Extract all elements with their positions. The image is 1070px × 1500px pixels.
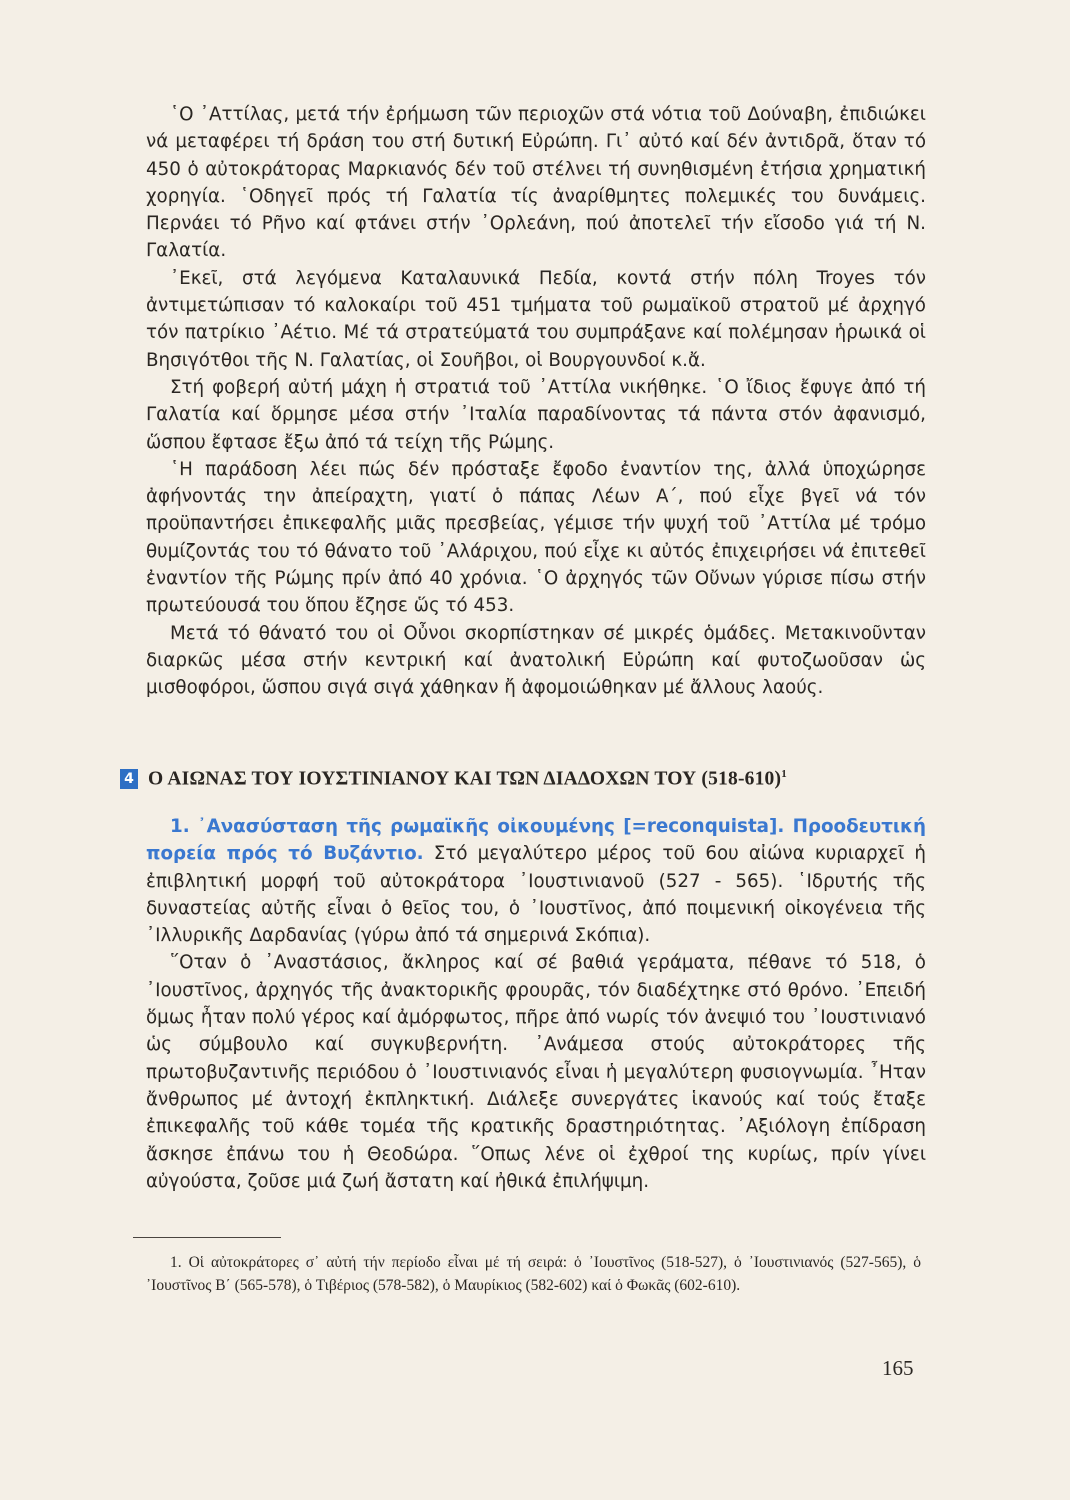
section-2-text [146, 813, 926, 1195]
subsection-paragraph [146, 813, 926, 949]
page-number: 165 [882, 1356, 914, 1380]
paragraph: ῾Ο ᾿Αττίλας, μετά τήν ἐρήμωση τῶν περιοχῶν στά νότια τοῦ Δούναβη, ἐπιδιώκει νά μεταφέρει τή δράση του στή δυτική Εὐρώπη. Γι᾿ αὐτό καί δέν ἀντιδρᾶ, ὅταν τό 450 ὁ αὐτοκράτορας Μαρκιανός δέν τοῦ στέλνει τή συνηθισμένη ἐτήσια χρηματική χορηγία. ῾Οδηγεῖ πρός τή Γαλατία τίς ἀναρίθμητες πολεμικές του δυνάμεις. Περνάει τό Ρῆνο καί φτάνει στήν ᾿Ορλεάνη, πού ἀποτελεῖ τήν εἴσοδο γιά τή Ν. Γαλατία. [146, 104, 926, 262]
paragraph: Στή φοβερή αὐτή μάχη ἡ στρατιά τοῦ ᾿Αττίλα νικήθηκε. ῾Ο ἴδιος ἔφυγε ἀπό τή Γαλατία καί ὅρμησε μέσα στήν ᾿Ιταλία παραδίνοντας τά πάντα στόν ἀφανισμό, ὥσπου ἔφτασε ἔξω ἀπό τά τείχη τῆς Ρώμης. [146, 376, 926, 453]
subsection-number: 1. [170, 816, 190, 837]
section-heading [120, 768, 940, 791]
footnote-marker: 1 [781, 768, 787, 780]
paragraph: Μετά τό θάνατό του οἱ Οὖνοι σκορπίστηκαν σέ μικρές ὁμάδες. Μετακινοῦνταν διαρκῶς μέσα στήν κεντρική καί ἀνατολική Εὐρώπη καί φυτοζωοῦσαν ὡς μισθοφόροι, ὥσπου σιγά σιγά χάθηκαν ἤ ἀφομοιώθηκαν μέ ἄλλους λαούς. [146, 622, 926, 699]
paragraph: ῾Η παράδοση λέει πώς δέν πρόσταξε ἔφοδο ἐναντίον της, ἀλλά ὑποχώρησε ἀφήνοντάς την ἀπείραχτη, γιατί ὁ πάπας Λέων Α΄, πού εἶχε βγεῖ νά τόν προϋπαντήσει ἐπικεφαλῆς μιᾶς πρεσβείας, γέμισε τήν ψυχή τοῦ ᾿Αττίλα μέ τρόμο θυμίζοντάς του τό θάνατο τοῦ ᾿Αλάριχου, πού εἶχε κι αὐτός ἐπιχειρήσει νά ἐπιτεθεῖ ἐναντίον τῆς Ρώμης πρίν ἀπό 40 χρόνια. ῾Ο ἀρχηγός τῶν Οὔνων γύρισε πίσω στήν πρωτεύουσά του ὅπου ἔζησε ὥς τό 453. [146, 458, 926, 617]
paragraph: ᾿Εκεῖ, στά λεγόμενα Καταλαυνικά Πεδία, κοντά στήν πόλη Troyes τόν ἀντιμετώπισαν τό καλοκαίρι τοῦ 451 τμήματα τοῦ ρωμαϊκοῦ στρατοῦ μέ ἀρχηγό τόν πατρίκιο ᾿Αέτιο. Μέ τά στρατεύματά του συμπράξανε καί πολέμησαν ἡρωικά οἱ Βησιγότθοι τῆς Ν. Γαλατίας, οἱ Σουῆβοι, οἱ Βουργουνδοί κ.ἄ. [146, 267, 926, 371]
footnote [146, 1251, 921, 1297]
footnote-divider [133, 1237, 281, 1238]
footnote-text: 1. Οἱ αὐτοκράτορες σ᾿ αὐτή τήν περίοδο εἶναι μέ τή σειρά: ὁ ᾿Ιουστῖνος (518-527), ὁ ᾿Ιουστινιανός (527-565), ὁ ᾿Ιουστῖνος Β΄ (565-578), ὁ Τιβέριος (578-582), ὁ Μαυρίκιος (582-602) καί ὁ Φωκᾶς (602-610). [146, 1254, 921, 1294]
section-title [148, 768, 787, 791]
section-1-text [146, 101, 926, 702]
section-title-text: Ο ΑΙΩΝΑΣ ΤΟΥ ΙΟΥΣΤΙΝΙΑΝΟΥ ΚΑΙ ΤΩΝ ΔΙΑΔΟΧΩΝ ΤΟΥ (518-610) [148, 768, 782, 790]
paragraph-text: Στό μεγαλύτερο μέρος τοῦ 6ου αἰώνα κυριαρχεῖ ἡ ἐπιβλητική μορφή τοῦ αὐτοκράτορα ᾿Ιουστινιανοῦ (527 - 565). ῾Ιδρυτής τῆς δυναστείας αὐτῆς εἶναι ὁ θεῖος του, ὁ ᾿Ιουστῖνος, ἀπό ποιμενική οἰκογένεια τῆς ᾿Ιλλυρικῆς Δαρδανίας (γύρω ἀπό τά σημερινά Σκόπια). [146, 843, 926, 947]
section-number-badge: 4 [120, 769, 138, 789]
paragraph: ῞Οταν ὁ ᾿Αναστάσιος, ἄκληρος καί σέ βαθιά γεράματα, πέθανε τό 518, ὁ ᾿Ιουστῖνος, ἀρχηγός τῆς ἀνακτορικῆς φρουρᾶς, τόν διαδέχτηκε στό θρόνο. ᾿Επειδή ὅμως ἦταν πολύ γέρος καί ἀμόρφωτος, πῆρε ἀπό νωρίς τόν ἀνεψιό του ᾿Ιουστινιανό ὡς σύμβουλο καί συγκυβερνήτη. ᾿Ανάμεσα στούς αὐτοκράτορες τῆς πρωτοβυζαντινῆς περιόδου ὁ ᾿Ιουστινιανός εἶναι ἡ μεγαλύτερη φυσιογνωμία. ῏Ηταν ἄνθρωπος μέ ἀντοχή ἐκπληκτική. Διάλεξε συνεργάτες ἱκανούς καί τούς ἔταξε ἐπικεφαλῆς τοῦ κάθε τομέα τῆς κρατικῆς δραστηριότητας. ᾿Αξιόλογη ἐπίδραση ἄσκησε ἐπάνω του ἡ Θεοδώρα. ῞Οπως λένε οἱ ἐχθροί της κυρίως, πρίν γίνει αὐγούστα, ζοῦσε μιά ζωή ἄστατη καί ἠθικά ἐπιλήψιμη. [146, 952, 926, 1192]
subsection-title: ᾿Ανασύσταση τῆς ρωμαϊκῆς οἰκουμένης [=reconquista]. Προοδευτική πορεία πρός τό Βυζάντιο. [146, 816, 926, 865]
